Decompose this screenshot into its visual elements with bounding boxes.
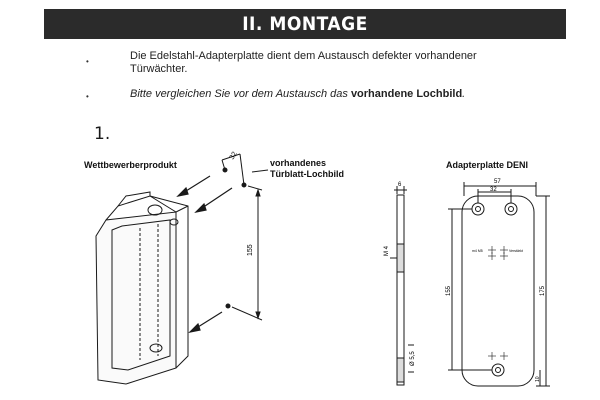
door-hole-pattern	[222, 154, 268, 320]
insertion-arrows	[178, 176, 232, 332]
dim-plate-height-left: 155	[446, 285, 452, 296]
existing-label-line2: Türblatt-Lochbild	[270, 169, 344, 179]
instruction-suffix: .	[462, 88, 466, 100]
dim-side-bottom: Ø 5,5	[410, 351, 416, 366]
dim-side-m4: M 4	[384, 245, 390, 256]
dim-competitor-height: 155	[247, 244, 254, 256]
dim-side-thickness: 6	[398, 182, 402, 188]
competitor-label: Wettbewerberprodukt	[84, 160, 177, 170]
existing-label-line1: vorhandenes	[270, 158, 327, 168]
dim-plate-outer-width: 57	[494, 179, 501, 185]
plate-note-left: m4 M5	[472, 249, 483, 253]
competitor-product-drawing	[96, 192, 188, 384]
dim-plate-height-right: 175	[540, 285, 546, 296]
instruction-bold-text: vorhandene Lochbild	[350, 88, 463, 100]
instruction-text: Bitte vergleichen Sie vor dem Austausch das	[130, 88, 351, 100]
section-title: II. MONTAGE	[242, 13, 368, 35]
step-number: 1.	[94, 124, 111, 144]
intro-line-2: Türwächter.	[130, 63, 188, 75]
plate-note-right: Verstärkt	[509, 249, 523, 253]
dim-competitor-width: 32	[228, 150, 239, 161]
dim-plate-bottom-offset: 10	[535, 376, 541, 382]
bullet-marker: •	[86, 92, 89, 101]
intro-line-1: Die Edelstahl-Adapterplatte dient dem Austausch defekter vorhandener	[130, 50, 477, 62]
adapter-front-view	[448, 182, 550, 386]
adapter-label: Adapterplatte DENI	[446, 160, 529, 170]
bullet-marker: •	[86, 57, 89, 66]
dim-plate-inner-width: 32	[490, 187, 497, 193]
